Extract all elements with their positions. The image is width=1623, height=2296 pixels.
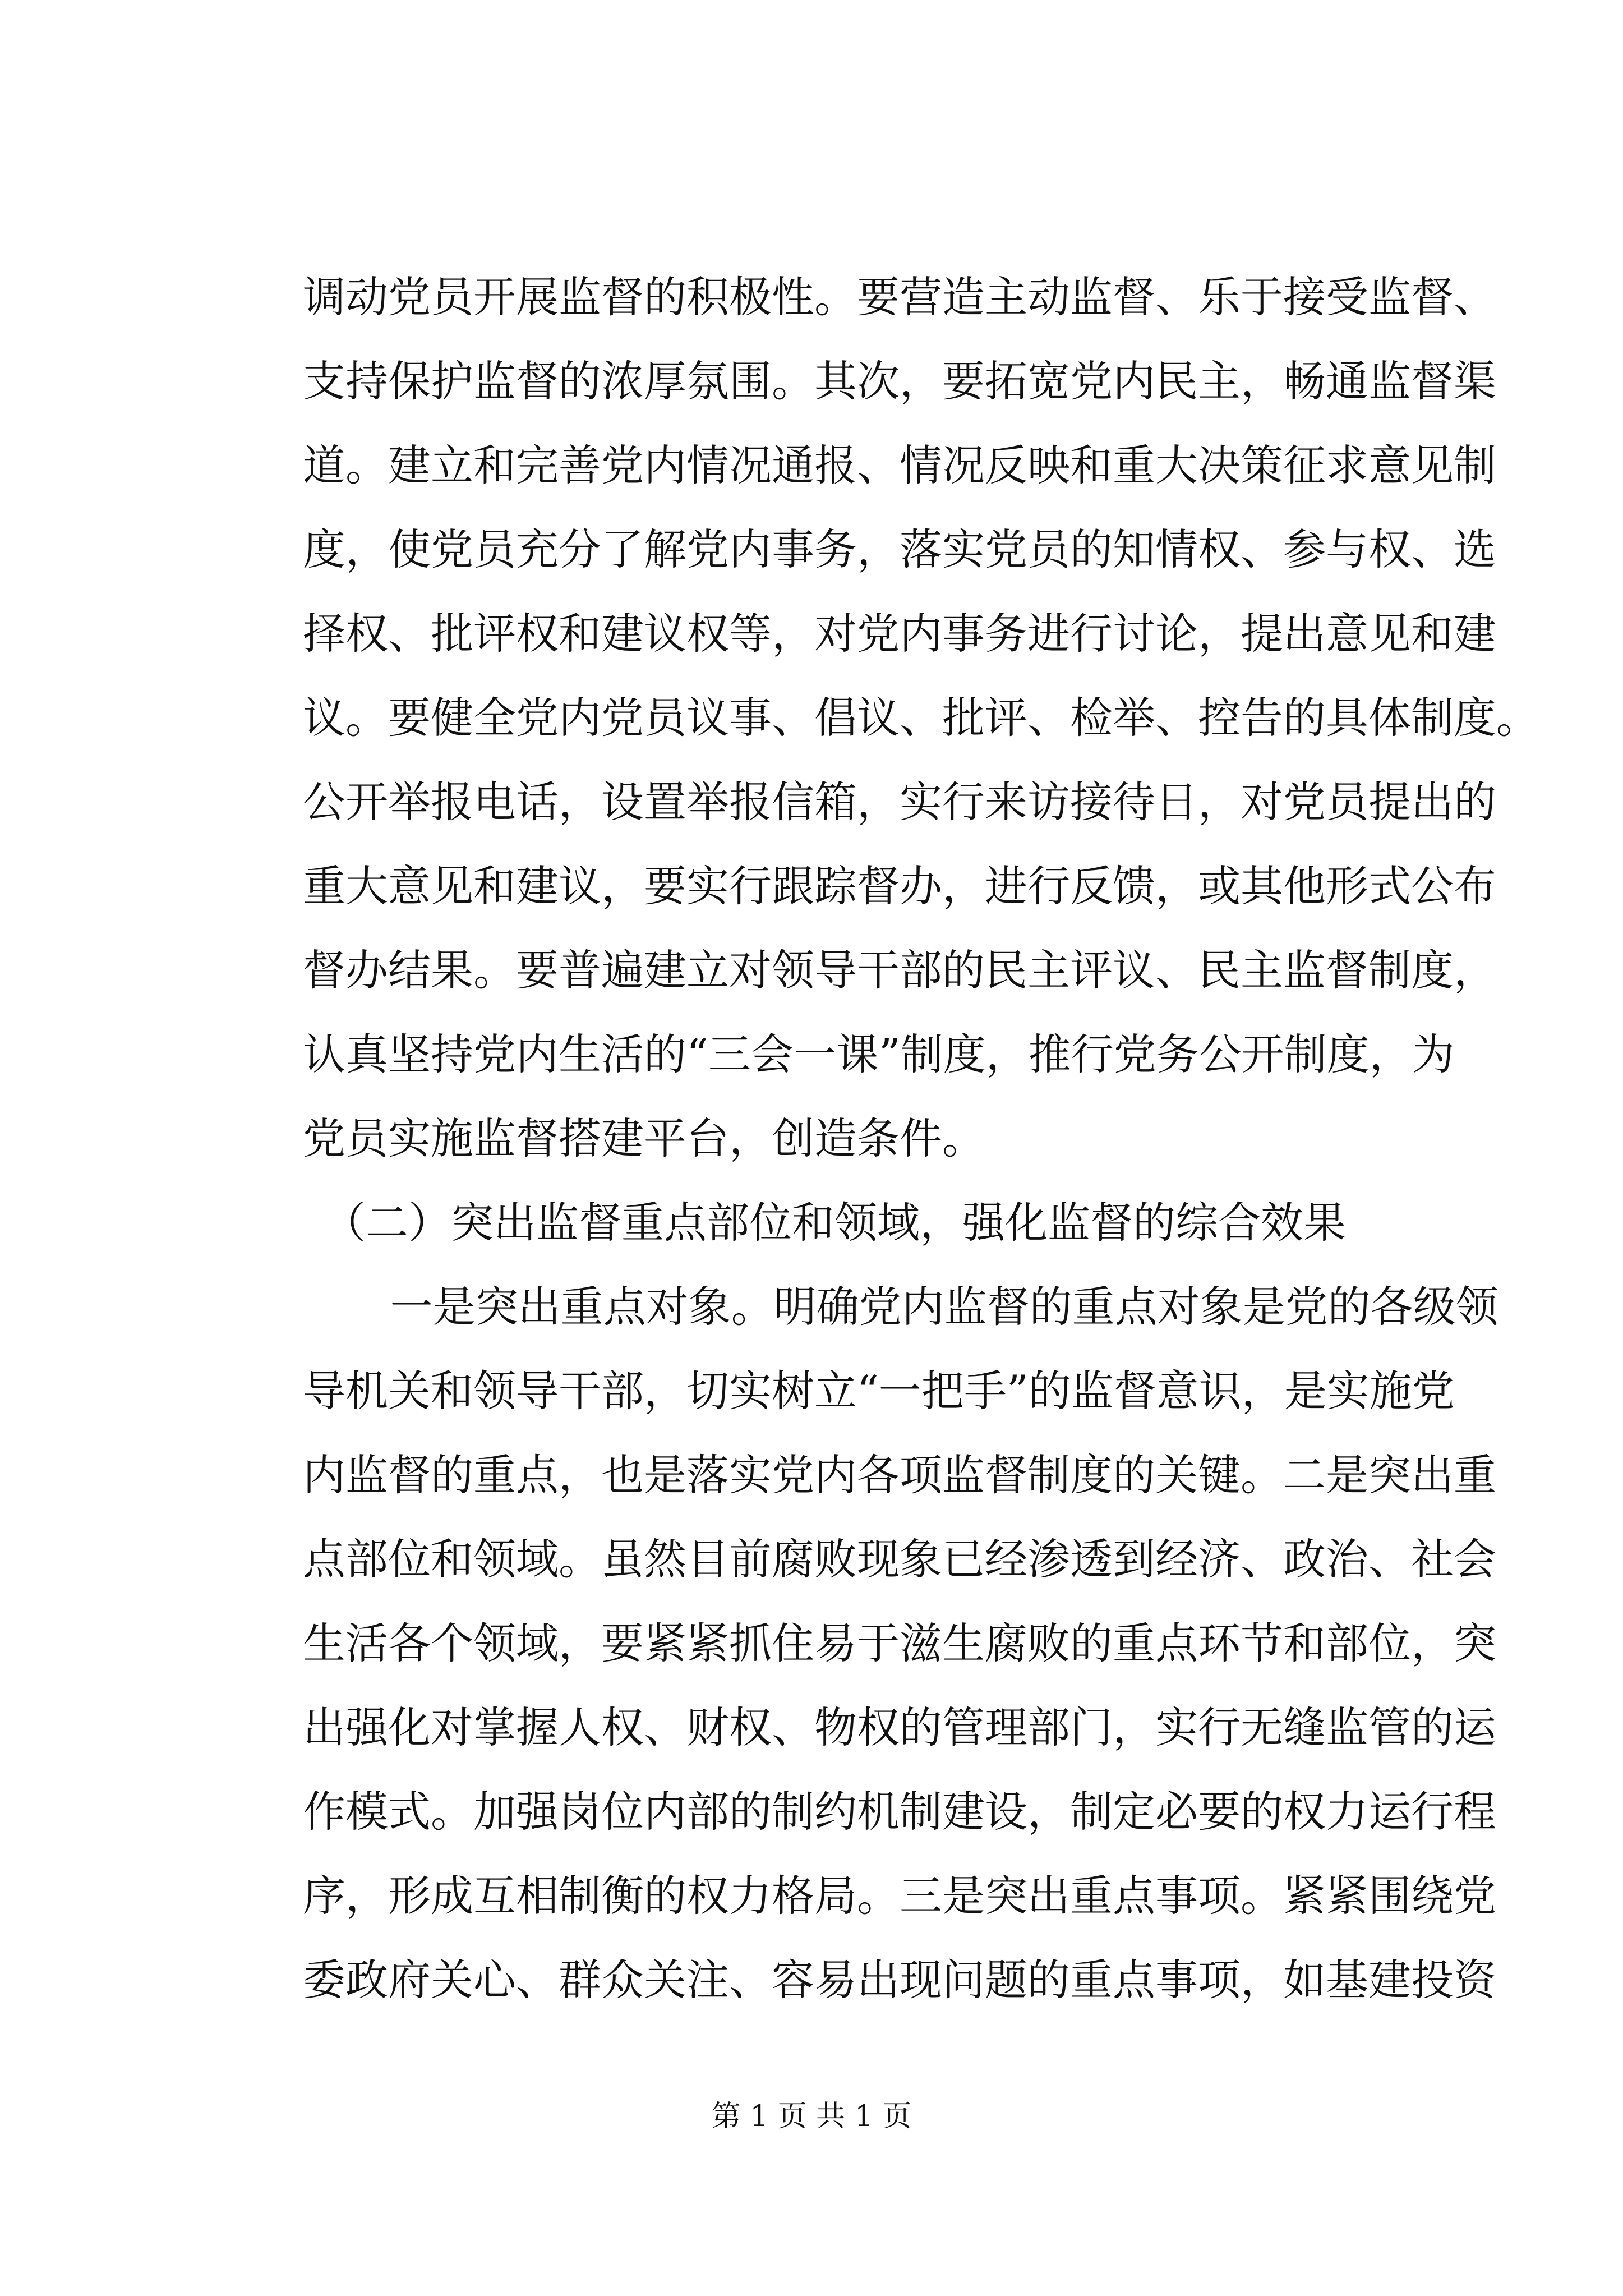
page-footer: 第 1 页 共 1 页 xyxy=(711,2100,912,2133)
text-line: 委政府关心、群众关注、容易出现问题的重点事项，如基建投资 xyxy=(303,1955,1496,2005)
text-line: 度，使党员充分了解党内事务，落实党员的知情权、参与权、选 xyxy=(303,524,1496,574)
text-line: 认真坚持党内生活的“三会一课”制度，推行党务公开制度，为 xyxy=(303,1029,1455,1079)
text-line: 调动党员开展监督的积极性。要营造主动监督、乐于接受监督、 xyxy=(303,272,1496,322)
text-line: 点部位和领域。虽然目前腐败现象已经渗透到经济、政治、社会 xyxy=(303,1534,1496,1584)
text-line: 一是突出重点对象。明确党内监督的重点对象是党的各级领 xyxy=(390,1282,1498,1332)
section-heading: （二）突出监督重点部位和领域，强化监督的综合效果 xyxy=(323,1198,1346,1248)
text-line: 公开举报电话，设置举报信箱，实行来访接待日，对党员提出的 xyxy=(303,777,1496,827)
text-line: 议。要健全党内党员议事、倡议、批评、检举、控告的具体制度。 xyxy=(303,693,1539,743)
text-line: 序，形成互相制衡的权力格局。三是突出重点事项。紧紧围绕党 xyxy=(303,1871,1496,1921)
text-line: 督办结果。要普遍建立对领导干部的民主评议、民主监督制度， xyxy=(303,945,1496,995)
text-line: 生活各个领域，要紧紧抓住易于滋生腐败的重点环节和部位，突 xyxy=(303,1618,1496,1668)
body-text xyxy=(303,255,1539,2022)
text-line: 作模式。加强岗位内部的制约机制建设，制定必要的权力运行程 xyxy=(303,1787,1496,1837)
text-line: 择权、批评权和建议权等，对党内事务进行讨论，提出意见和建 xyxy=(303,609,1496,659)
text-line: 道。建立和完善党内情况通报、情况反映和重大决策征求意见制 xyxy=(303,440,1496,490)
text-line: 导机关和领导干部，切实树立“一把手”的监督意识，是实施党 xyxy=(303,1366,1455,1416)
text-line: 重大意见和建议，要实行跟踪督办，进行反馈，或其他形式公布 xyxy=(303,861,1496,911)
text-line: 出强化对掌握人权、财权、物权的管理部门，实行无缝监管的运 xyxy=(303,1703,1496,1752)
text-line: 支持保护监督的浓厚氛围。其次，要拓宽党内民主，畅通监督渠 xyxy=(303,356,1496,406)
text-line: 内监督的重点，也是落实党内各项监督制度的关键。二是突出重 xyxy=(303,1450,1496,1500)
text-line: 党员实施监督搭建平台，创造条件。 xyxy=(303,1114,985,1163)
